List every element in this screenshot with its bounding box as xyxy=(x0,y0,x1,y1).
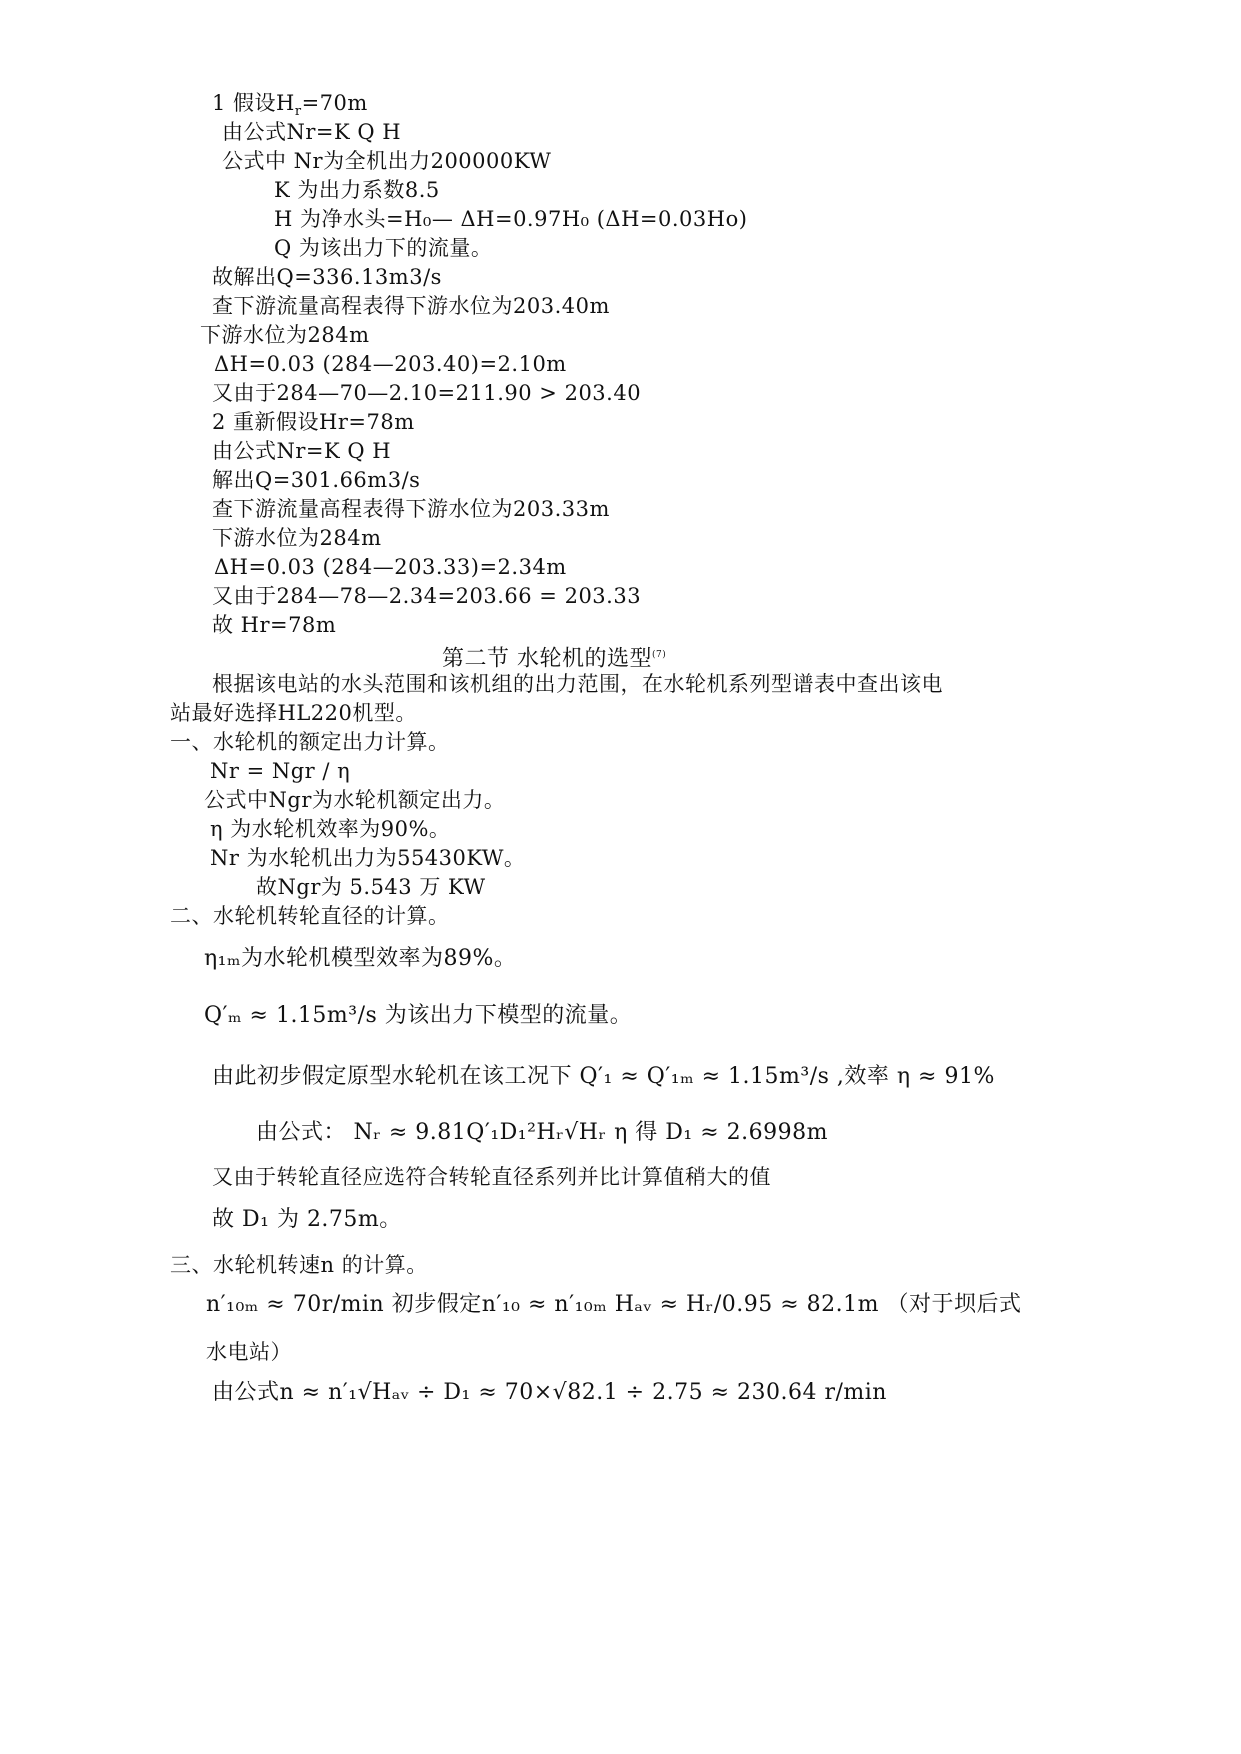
line-nr-def: 公式中 Nr为全机出力200000KW xyxy=(222,149,552,173)
line-nr-output: Nr 为水轮机出力为55430KW。 xyxy=(210,846,526,870)
line-assume-hr-78: 2 重新假设Hr=78m xyxy=(212,410,415,434)
line-downstream-2: 下游水位为284m xyxy=(212,526,382,550)
line-h-def: H 为净水头=H₀— ΔH=0.97H₀ (ΔH=0.03Ho) xyxy=(274,207,748,231)
paragraph-selection-2: 站最好选择HL220机型。 xyxy=(170,701,417,725)
line-delta-h-2: ΔH=0.03 (284—203.33)=2.34m xyxy=(214,555,567,579)
line-diameter-result: 故 D₁ 为 2.75m。 xyxy=(212,1207,402,1232)
line-formula-1: 由公式Nr=K Q H xyxy=(222,120,402,144)
line-ngr-def: 公式中Ngr为水轮机额定出力。 xyxy=(204,788,506,812)
line-model-efficiency: η₁ₘ为水轮机模型效率为89%。 xyxy=(204,946,517,971)
line-model-flow: Q′ₘ ≈ 1.15m³/s 为该出力下模型的流量。 xyxy=(204,1003,633,1028)
line-speed-assumption: n′₁₀ₘ ≈ 70r/min 初步假定n′₁₀ ≈ n′₁₀ₘ Hₐᵥ ≈ Hᵣ/0.95 ≈ 82.1m （对于坝后式 xyxy=(206,1292,1022,1317)
subheading-rated-output: 一、水轮机的额定出力计算。 xyxy=(170,730,450,754)
line-delta-h-1: ΔH=0.03 (284—203.40)=2.10m xyxy=(214,352,567,376)
line-formula-2: 由公式Nr=K Q H xyxy=(212,439,392,463)
line-hr-conclusion: 故 Hr=78m xyxy=(212,613,337,637)
section-heading: 第二节 水轮机的选型$^{(7)}$ xyxy=(442,646,667,672)
line-diameter-series: 又由于转轮直径应选符合转轮直径系列并比计算值稍大的值 xyxy=(212,1165,771,1189)
line-tailwater-2: 查下游流量高程表得下游水位为203.33m xyxy=(212,497,610,521)
line-assume-hr-70: 1 假设$H_r=70m$ xyxy=(212,91,368,120)
subheading-runner-diameter: 二、水轮机转轮直径的计算。 xyxy=(170,904,450,928)
line-q-result-2: 解出Q=301.66m3/s xyxy=(212,468,421,492)
paragraph-selection-1: 根据该电站的水头范围和该机组的出力范围，在水轮机系列型谱表中查出该电 xyxy=(212,672,943,696)
line-check-2: 又由于284—78—2.34=203.66 = 203.33 xyxy=(212,584,642,608)
line-k-def: K 为出力系数8.5 xyxy=(274,178,440,202)
line-check-1: 又由于284—70—2.10=211.90 > 203.40 xyxy=(212,381,642,405)
line-ngr-result: 故Ngr为 5.543 万 KW xyxy=(256,875,486,899)
line-q-result-1: 故解出Q=336.13m3/s xyxy=(212,265,442,289)
subheading-speed: 三、水轮机转速n 的计算。 xyxy=(170,1253,428,1277)
line-downstream-1: 下游水位为284m xyxy=(200,323,370,347)
line-q-def: Q 为该出力下的流量。 xyxy=(274,236,493,260)
line-diameter-formula: 由公式： Nᵣ ≈ 9.81Q′₁D₁²Hᵣ√Hᵣ η 得 D₁ ≈ 2.6998m xyxy=(256,1120,828,1145)
line-speed-formula: 由公式n ≈ n′₁√Hₐᵥ ÷ D₁ ≈ 70×√82.1 ÷ 2.75 ≈ 230.64 r/min xyxy=(212,1380,887,1405)
line-tailwater-1: 查下游流量高程表得下游水位为203.40m xyxy=(212,294,610,318)
line-nr-ngr: Nr = Ngr / η xyxy=(210,759,351,783)
line-eta-def: η 为水轮机效率为90%。 xyxy=(210,817,451,841)
line-prototype-assumption: 由此初步假定原型水轮机在该工况下 Q′₁ ≈ Q′₁ₘ ≈ 1.15m³/s ,效率 η ≈ 91% xyxy=(212,1064,995,1089)
line-dam-station: 水电站） xyxy=(206,1340,292,1364)
